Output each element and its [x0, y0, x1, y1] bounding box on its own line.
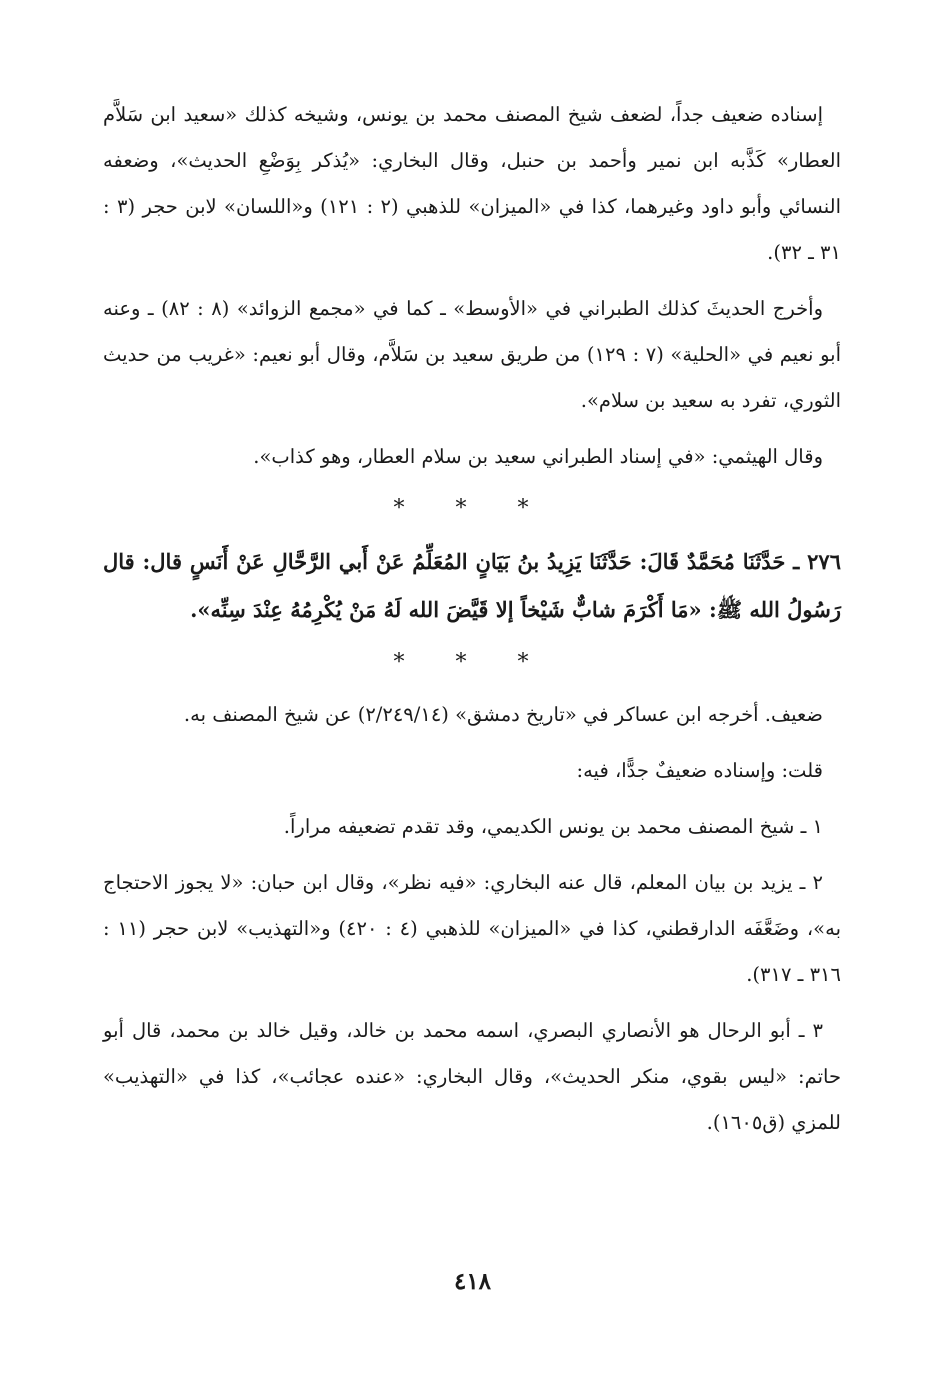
separator-stars-2: * * * [393, 650, 551, 675]
separator-stars: * * * [393, 496, 551, 521]
paragraph-isnad-weak: إسناده ضعيف جداً، لضعف شيخ المصنف محمد بن يونس، وشيخه كذلك «سعيد ابن سَلاَّم العطار» كَذَّبه ابن نمير وأحمد بن حنبل، وقال البخاري: «يُذكر بِوَضْعِ الحديث»، وضعفه النسائي وأبو داود وغيرهما، كذا في «الميزان» للذهبي (٢ : ١٢١) و«اللسان» لابن حجر (٣ : ٣١ ـ ٣٢). [103, 103, 841, 264]
paragraph-tabarani: وأخرج الحديثَ كذلك الطبراني في «الأوسط» ـ كما في «مجمع الزوائد» (٨ : ٨٢) ـ وعنه أبو نعيم في «الحلية» (٧ : ١٢٩) من طريق سعيد بن سَلاَّم، وقال أبو نعيم: «غريب من حديث الثوري، تفرد به سعيد بن سلام». [103, 297, 841, 412]
paragraph-point-3: ٣ ـ أبو الرحال هو الأنصاري البصري، اسمه محمد بن خالد، وقيل خالد بن محمد، قال أبو حاتم: «ليس بقوي، منكر الحديث»، وقال البخاري: «عنده عجائب»، كذا في «التهذيب» للمزي (ق١٦٠٥). [103, 1019, 841, 1134]
page-body [103, 92, 841, 1146]
paragraph-point-2: ٢ ـ يزيد بن بيان المعلم، قال عنه البخاري: «فيه نظر»، وقال ابن حبان: «لا يجوز الاحتجاج به»، وضَعَّفَه الدارقطني، كذا في «الميزان» للذهبي (٤ : ٤٢٠) و«التهذيب» لابن حجر (١١ : ٣١٦ ـ ٣١٧). [103, 871, 841, 986]
page-number: ٤١٨ [453, 1268, 492, 1295]
paragraph-point-1: ١ ـ شيخ المصنف محمد بن يونس الكديمي، وقد تقدم تضعيفه مراراً. [283, 815, 823, 838]
paragraph-grading: ضعيف. أخرجه ابن عساكر في «تاريخ دمشق» (٢/٢٤٩/١٤) عن شيخ المصنف به. [183, 703, 823, 726]
paragraph-haythami: وقال الهيثمي: «في إسناد الطبراني سعيد بن سلام العطار، وهو كذاب». [253, 445, 823, 468]
hadith-text: ٢٧٦ ـ حَدَّثَنَا مُحَمَّدٌ قَالَ: حَدَّثَنَا يَزِيدُ بنُ بَيَانٍ المُعَلِّمُ عَنْ أَبي الرَّحَّالِ عَنْ أَنَسٍ قال: قال رَسُولُ الله ﷺ: «مَا أَكْرَمَ شابٌّ شَيْخاً إلا قَيَّضَ الله لَهُ مَنْ يُكْرِمُهُ عِنْدَ سِنِّه». [103, 549, 841, 622]
paragraph-comment: قلت: وإسناده ضعيفٌ جدًّا، فيه: [576, 759, 823, 782]
